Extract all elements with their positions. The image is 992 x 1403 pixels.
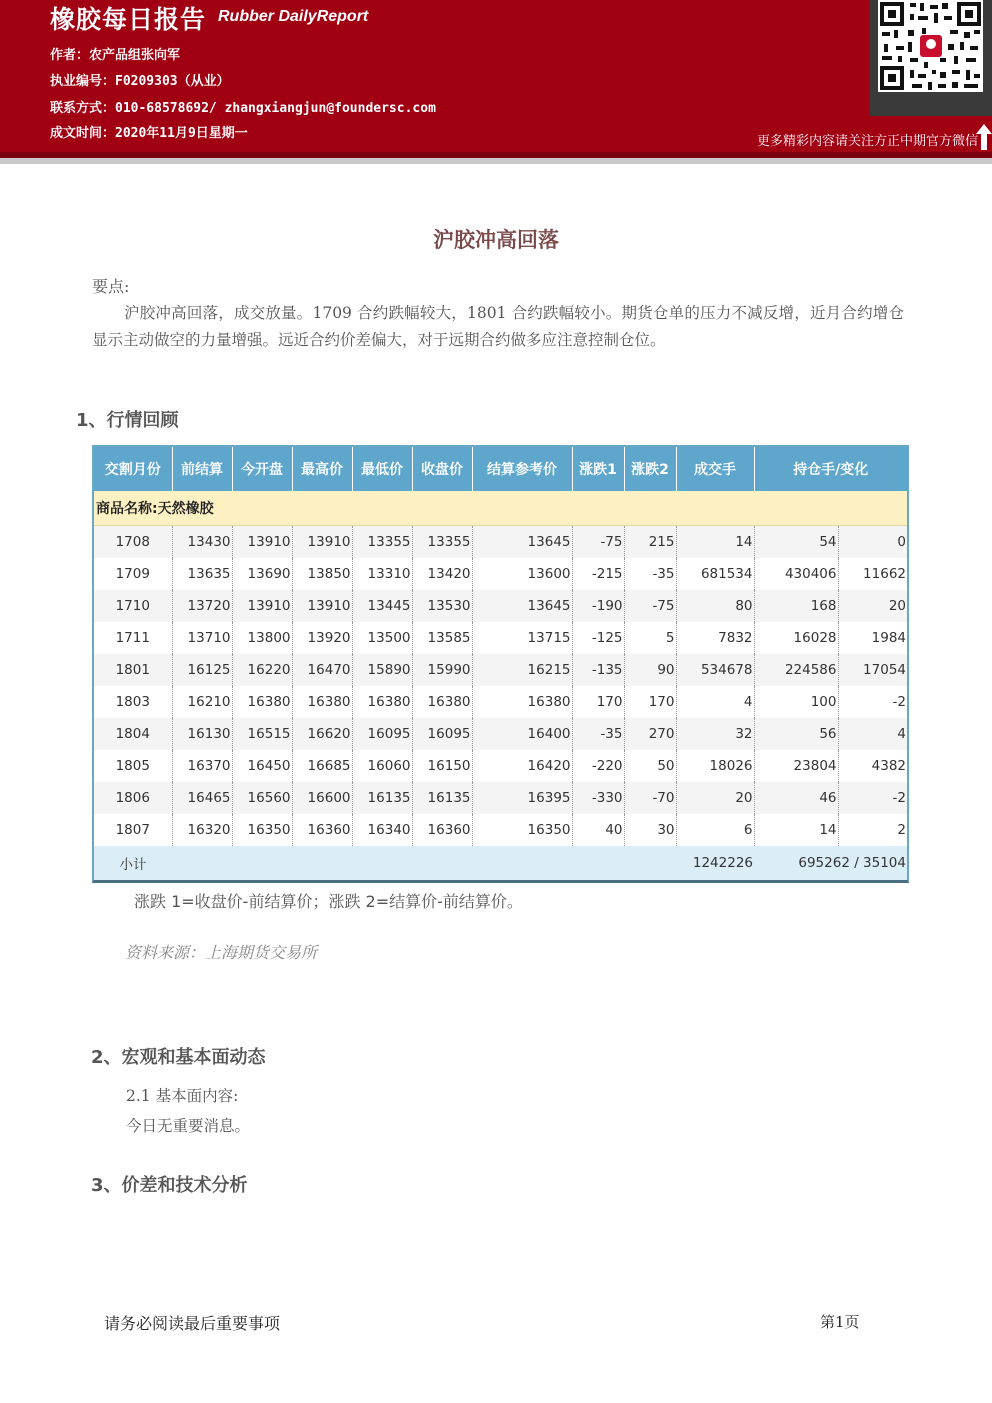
table-cell: 13310 (352, 558, 412, 590)
table-cell: 1807 (94, 814, 172, 846)
table-cell: 16135 (352, 782, 412, 814)
table-cell: 13710 (172, 622, 232, 654)
col-header-volume: 成交手 (676, 447, 754, 491)
table-cell: 170 (572, 686, 624, 718)
table-cell: 18026 (676, 750, 754, 782)
table-cell: 13500 (352, 622, 412, 654)
table-cell: 4382 (838, 750, 907, 782)
table-cell: 16380 (472, 686, 572, 718)
category-row (94, 491, 907, 526)
subtotal-row (94, 846, 907, 880)
table-cell: 681534 (676, 558, 754, 590)
table-cell: 15890 (352, 654, 412, 686)
col-header-close: 收盘价 (412, 447, 472, 491)
table-cell: 32 (676, 718, 754, 750)
table-cell: 16125 (172, 654, 232, 686)
table-cell: 16380 (412, 686, 472, 718)
table-cell: 16600 (292, 782, 352, 814)
table-row (94, 654, 907, 686)
table-cell: 7832 (676, 622, 754, 654)
table-cell: 430406 (754, 558, 838, 590)
table-cell: 90 (624, 654, 676, 686)
report-title: 沪胶冲高回落 (433, 228, 559, 252)
table-cell: 23804 (754, 750, 838, 782)
table-cell: 20 (676, 782, 754, 814)
table-cell: 50 (624, 750, 676, 782)
table-cell: 13445 (352, 590, 412, 622)
table-cell: -215 (572, 558, 624, 590)
table-cell: 16060 (352, 750, 412, 782)
col-header-change2: 涨跌2 (624, 447, 676, 491)
col-header-delivery-month: 交割月份 (94, 447, 172, 491)
table-row (94, 814, 907, 846)
table-cell: 54 (754, 526, 838, 559)
table-cell: 6 (676, 814, 754, 846)
table-cell: 1803 (94, 686, 172, 718)
table-cell: 11662 (838, 558, 907, 590)
summary-paragraph: 沪胶冲高回落，成交放量。1709 合约跌幅较大，1801 合约跌幅较小。期货仓单的压力不减反增，近月合约增仓显示主动做空的力量增强。远近合约价差偏大，对于远期合约做多应注意控制仓位。 (92, 304, 904, 349)
table-row (94, 750, 907, 782)
table-cell: 168 (754, 590, 838, 622)
table-cell: 14 (754, 814, 838, 846)
table-cell: 16450 (232, 750, 292, 782)
table-cell: 13720 (172, 590, 232, 622)
table-cell: 16380 (292, 686, 352, 718)
table-cell: 4 (676, 686, 754, 718)
table-cell: 16150 (412, 750, 472, 782)
table-cell: 1806 (94, 782, 172, 814)
table-cell: 100 (754, 686, 838, 718)
col-header-change1: 涨跌1 (572, 447, 624, 491)
author-line: 作者：农产品组张向军 (50, 48, 181, 63)
table-cell: 16130 (172, 718, 232, 750)
table-cell: 16400 (472, 718, 572, 750)
table-cell: -2 (838, 782, 907, 814)
category-label: 商品名称:天然橡胶 (94, 491, 907, 526)
table-cell: 16685 (292, 750, 352, 782)
table-row (94, 590, 907, 622)
table-cell: 15990 (412, 654, 472, 686)
col-header-low: 最低价 (352, 447, 412, 491)
table-cell: 30 (624, 814, 676, 846)
table-cell: 13355 (352, 526, 412, 559)
table-cell: 16350 (472, 814, 572, 846)
table-cell: 17054 (838, 654, 907, 686)
header-divider-gray (0, 158, 992, 164)
table-cell: 1710 (94, 590, 172, 622)
table-cell: 16380 (352, 686, 412, 718)
table-cell: 13530 (412, 590, 472, 622)
table-cell: 0 (838, 526, 907, 559)
table-cell: -125 (572, 622, 624, 654)
table-cell: 1711 (94, 622, 172, 654)
table-row (94, 782, 907, 814)
table-cell: 13910 (292, 590, 352, 622)
table-cell: 215 (624, 526, 676, 559)
table-cell: 16340 (352, 814, 412, 846)
table-row (94, 622, 907, 654)
table-cell: 4 (838, 718, 907, 750)
table-cell: 1708 (94, 526, 172, 559)
table-row (94, 558, 907, 590)
report-series-title: 橡胶每日报告 (50, 5, 207, 34)
table-cell: 1804 (94, 718, 172, 750)
table-cell: -330 (572, 782, 624, 814)
table-cell: 13850 (292, 558, 352, 590)
footer-notice: 请务必阅读最后重要事项 (104, 1314, 281, 1333)
table-cell: 13910 (232, 526, 292, 559)
table-cell: 2 (838, 814, 907, 846)
table-cell: 534678 (676, 654, 754, 686)
table-cell: 16320 (172, 814, 232, 846)
table-cell: 46 (754, 782, 838, 814)
table-header-row (94, 447, 907, 491)
table-cell: -220 (572, 750, 624, 782)
table-cell: 16028 (754, 622, 838, 654)
table-row (94, 718, 907, 750)
table-cell: 16360 (412, 814, 472, 846)
table-cell: 16360 (292, 814, 352, 846)
col-header-open: 今开盘 (232, 447, 292, 491)
table-cell: 5 (624, 622, 676, 654)
fundamentals-content: 今日无重要消息。 (126, 1117, 251, 1135)
col-header-settle-ref: 结算参考价 (472, 447, 572, 491)
follow-wechat-text: 更多精彩内容请关注方正中期官方微信 (756, 134, 978, 149)
table-cell: -190 (572, 590, 624, 622)
table-cell: 270 (624, 718, 676, 750)
license-line: 执业编号：F0209303（从业） (50, 74, 230, 89)
table-cell: 16095 (352, 718, 412, 750)
subtotal-volume: 1242226 (676, 846, 754, 880)
formula-note: 涨跌 1=收盘价-前结算价；涨跌 2=结算价-前结算价。 (134, 892, 523, 911)
table-cell: 16515 (232, 718, 292, 750)
contact-line: 联系方式：010-68578692/ zhangxiangjun@foundersc.com (50, 101, 436, 116)
table-cell: 40 (572, 814, 624, 846)
table-cell: -75 (624, 590, 676, 622)
table-cell: 16465 (172, 782, 232, 814)
table-cell: 13715 (472, 622, 572, 654)
col-header-prev-settle: 前结算 (172, 447, 232, 491)
table-cell: 224586 (754, 654, 838, 686)
table-cell: 80 (676, 590, 754, 622)
table-cell: 16210 (172, 686, 232, 718)
table-cell: 16620 (292, 718, 352, 750)
table-cell: -70 (624, 782, 676, 814)
table-cell: 20 (838, 590, 907, 622)
table-cell: 16380 (232, 686, 292, 718)
subtotal-open-interest: 695262 / 35104 (754, 846, 907, 880)
section-heading-market-review: 1、行情回顾 (76, 410, 179, 431)
data-source: 资料来源：上海期货交易所 (125, 943, 318, 962)
market-table (92, 445, 909, 883)
table-cell: 13800 (232, 622, 292, 654)
table-cell: 13585 (412, 622, 472, 654)
table-row (94, 686, 907, 718)
date-line: 成文时间：2020年11月9日星期一 (50, 126, 248, 141)
keypoints-label: 要点: (92, 277, 130, 296)
up-arrow-icon (976, 124, 992, 154)
table-cell: 170 (624, 686, 676, 718)
table-cell: 16095 (412, 718, 472, 750)
subtotal-label: 小计 (94, 846, 172, 880)
table-cell: 16135 (412, 782, 472, 814)
table-cell: 16420 (472, 750, 572, 782)
table-cell: -2 (838, 686, 907, 718)
page-number: 第1页 (820, 1313, 860, 1331)
table-cell: 1801 (94, 654, 172, 686)
table-cell: 13920 (292, 622, 352, 654)
table-row (94, 526, 907, 559)
table-cell: 16560 (232, 782, 292, 814)
qr-code-icon (878, 0, 983, 92)
table-cell: 14 (676, 526, 754, 559)
table-cell: -35 (624, 558, 676, 590)
table-cell: 16220 (232, 654, 292, 686)
table-cell: -135 (572, 654, 624, 686)
table-cell: 13645 (472, 590, 572, 622)
table-cell: 16350 (232, 814, 292, 846)
table-cell: 13420 (412, 558, 472, 590)
table-cell: 13430 (172, 526, 232, 559)
table-cell: 13910 (232, 590, 292, 622)
section-heading-macro: 2、宏观和基本面动态 (91, 1047, 266, 1068)
table-cell: 13910 (292, 526, 352, 559)
table-cell: 13635 (172, 558, 232, 590)
table-cell: 1805 (94, 750, 172, 782)
table-cell: 16470 (292, 654, 352, 686)
table-cell: -75 (572, 526, 624, 559)
table-cell: 1709 (94, 558, 172, 590)
table-cell: 13690 (232, 558, 292, 590)
col-header-open-interest: 持仓手/变化 (754, 447, 907, 491)
table-cell: 16215 (472, 654, 572, 686)
table-cell: 13645 (472, 526, 572, 559)
table-cell: 13355 (412, 526, 472, 559)
table-cell: 16370 (172, 750, 232, 782)
table-cell: 56 (754, 718, 838, 750)
table-cell: 13600 (472, 558, 572, 590)
table-cell: 1984 (838, 622, 907, 654)
col-header-high: 最高价 (292, 447, 352, 491)
section-heading-spread-analysis: 3、价差和技术分析 (91, 1175, 248, 1196)
table-cell: 16395 (472, 782, 572, 814)
table-cell: -35 (572, 718, 624, 750)
report-series-title-en: Rubber DailyReport (218, 8, 369, 25)
subsection-fundamentals: 2.1 基本面内容: (126, 1087, 239, 1105)
